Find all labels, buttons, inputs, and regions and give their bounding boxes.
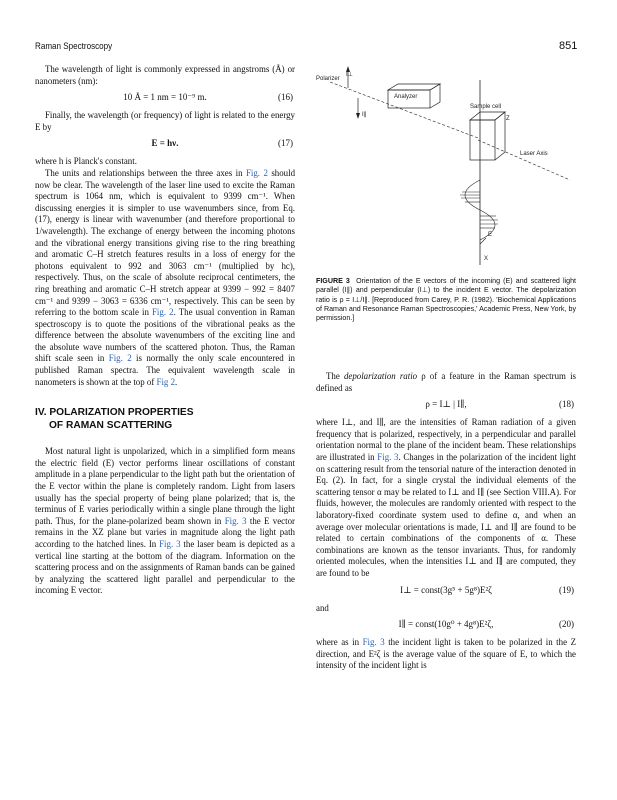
- paragraph: The depolarization ratio ρ of a feature in the Raman spectrum is defined as: [316, 371, 576, 393]
- fig-2-link[interactable]: Fig. 2: [245, 167, 268, 178]
- fig-2-link[interactable]: Fig 2: [156, 376, 176, 387]
- equation-20: I∥ = const(10g⁰ + 4g⁸)E²ζ, (20): [398, 619, 574, 630]
- equation-19: I⊥ = const(3g⁵ + 5g⁸)E²ζ (19): [400, 584, 574, 595]
- fig-2-link[interactable]: Fig. 2: [108, 353, 132, 364]
- fig-3-link[interactable]: Fig. 3: [362, 637, 385, 648]
- polarizer-label: Polarizer: [316, 76, 340, 82]
- paragraph: The units and relationships between the three axes in Fig. 2 should now be clear. The wavelength of the laser line used to excite the Raman spectrum is 1064 nm, which is equivalent to 9399 cm⁻¹. When discussing energies it is simpler to use wavenumbers since, from Eq. (17), energy is linear with wavenumber (and therefore proportional to 1/wavelength). The exchange of energy between the incoming photons and the vibrational energy transitions giving rise to the ring breathing and aromatic C–H stretch features results in a loss of energy for the photons equivalent to 992 and 3063 cm⁻¹ (multiplied by hc), respectively. Thus, on the scale of absolute reciprocal centimeters, the ring breathing and aromatic C–H stretch appear at 9399 − 992 = 8407 cm⁻¹ and 9399 − 3063 = 6336 cm⁻¹, respectively. This can be seen by referring to the bottom scale in Fig. 2. The usual convention in Raman spectroscopy is to quote the positions of the vibrational peaks as the difference between the absolute wavenumbers of the exciting line and the absolute wave numbers of the scattered photon. Thus, the Raman shift scale seen in Fig. 2 is normally the only scale encountered in published Raman spectra. The equivalent wavelength scale in nanometers is shown at the top of Fig 2.: [35, 167, 296, 387]
- paragraph: The wavelength of light is commonly expressed in angstroms (Å) or nanometers (nm):: [35, 64, 295, 86]
- paragraph: Most natural light is unpolarized, which in a simplified form means the electric field (E) vector performs linear oscillations of constant amplitude in a plane perpendicular to the light path but the orientation of the E vector within the plane is completely random. Light from lasers usually has the special property of being plane polarized; that is, the terminus of E varies periodically within a single plane through the light path. Thus, for the plane-polarized beam shown in Fig. 3 the E vector remains in the XZ plane but varies in magnitude along the light path according to the hatched lines. In Fig. 3 the laser beam is depicted as a vertical line starting at the bottom of the diagram. Information on the scattering process and on the assignments of Raman bands can be gained by analyzing the scattered light parallel and perpendicular to the incoming E vector.: [35, 446, 295, 596]
- i-perp-label: I⊥: [346, 72, 353, 78]
- equation-18: ρ = I⊥ | I∥, (18): [425, 399, 574, 410]
- e-vector-wave: [460, 180, 498, 240]
- right-column: [316, 371, 576, 672]
- sample-cell: [470, 112, 505, 160]
- sample-cell-label: Sample cell: [470, 104, 502, 110]
- left-column: [35, 64, 295, 597]
- equation-16: 10 Å = 1 nm = 10⁻⁹ m. (16): [123, 92, 293, 103]
- fig-3-link[interactable]: Fig. 3: [159, 539, 181, 549]
- analyzer-label: Analyzer: [394, 94, 418, 100]
- fig-3-link[interactable]: Fig. 3: [224, 515, 247, 526]
- section-heading: IV. POLARIZATION PROPERTIES OF RAMAN SCATTERING: [35, 407, 194, 431]
- x-label: X: [484, 256, 489, 262]
- scattered-beam: [330, 82, 478, 138]
- fig-2-link[interactable]: Fig. 2: [152, 307, 174, 318]
- paragraph: Finally, the wavelength (or frequency) of light is related to the energy E by: [35, 110, 295, 132]
- e-label: E: [488, 232, 493, 238]
- laser-axis-label: Laser Axis: [520, 151, 548, 157]
- z-label: Z: [506, 116, 510, 122]
- figure-3-diagram: [310, 60, 580, 270]
- paragraph: where as in Fig. 3 the incident light is taken to be polarized in the Z direction, and E²ζ is the average value of the square of E, to which the intensity of the incident light is: [316, 637, 576, 671]
- equation-17: E = hν. (17): [151, 138, 293, 149]
- paragraph: and: [316, 602, 329, 613]
- running-title: Raman Spectroscopy: [35, 41, 113, 52]
- figure-caption: FIGURE 3 Orientation of the E vectors of the incoming (E) and scattered light parallel (I∥) and perpendicular (I⊥) to the incident E vector. The depolarization ratio is ρ = I⊥/I∥. [Reproduced from Carey, P. R. (1982). 'Biochemical Applications of Raman and Resonance Raman Spectroscopies,' Academic Press, New York, by permission.]: [316, 277, 576, 323]
- i-par-label: I∥: [362, 112, 367, 118]
- fig-3-link[interactable]: Fig. 3: [377, 451, 399, 462]
- paragraph: where h is Planck's constant.: [35, 156, 137, 167]
- paragraph: where I⊥, and I∥, are the intensities of Raman radiation of a given frequency that is polarized, respectively, in a perpendicular and parallel orientation normal to the plane of the incident beam. These relationships are illustrated in Fig. 3. Changes in the polarization of the incident light on scattering result from the tensorial nature of the interaction denoted in Eq. (2). In fact, for a single crystal the individual elements of the scattering tensor α may be related to I⊥ and I∥ (see Section VIII.A). For fluids, however, the molecules are randomly oriented with respect to the laboratory-fixed coordinate system used to define α, and when an average over molecular orientations is made, I⊥ and I∥ are found to be related to certain combinations of the components of α. These combinations are known as the tensor invariants. Thus, for randomly oriented molecules, when the intensities I⊥ and I∥ are computed, they are found to be: [316, 417, 576, 578]
- page-number: 851: [559, 40, 578, 52]
